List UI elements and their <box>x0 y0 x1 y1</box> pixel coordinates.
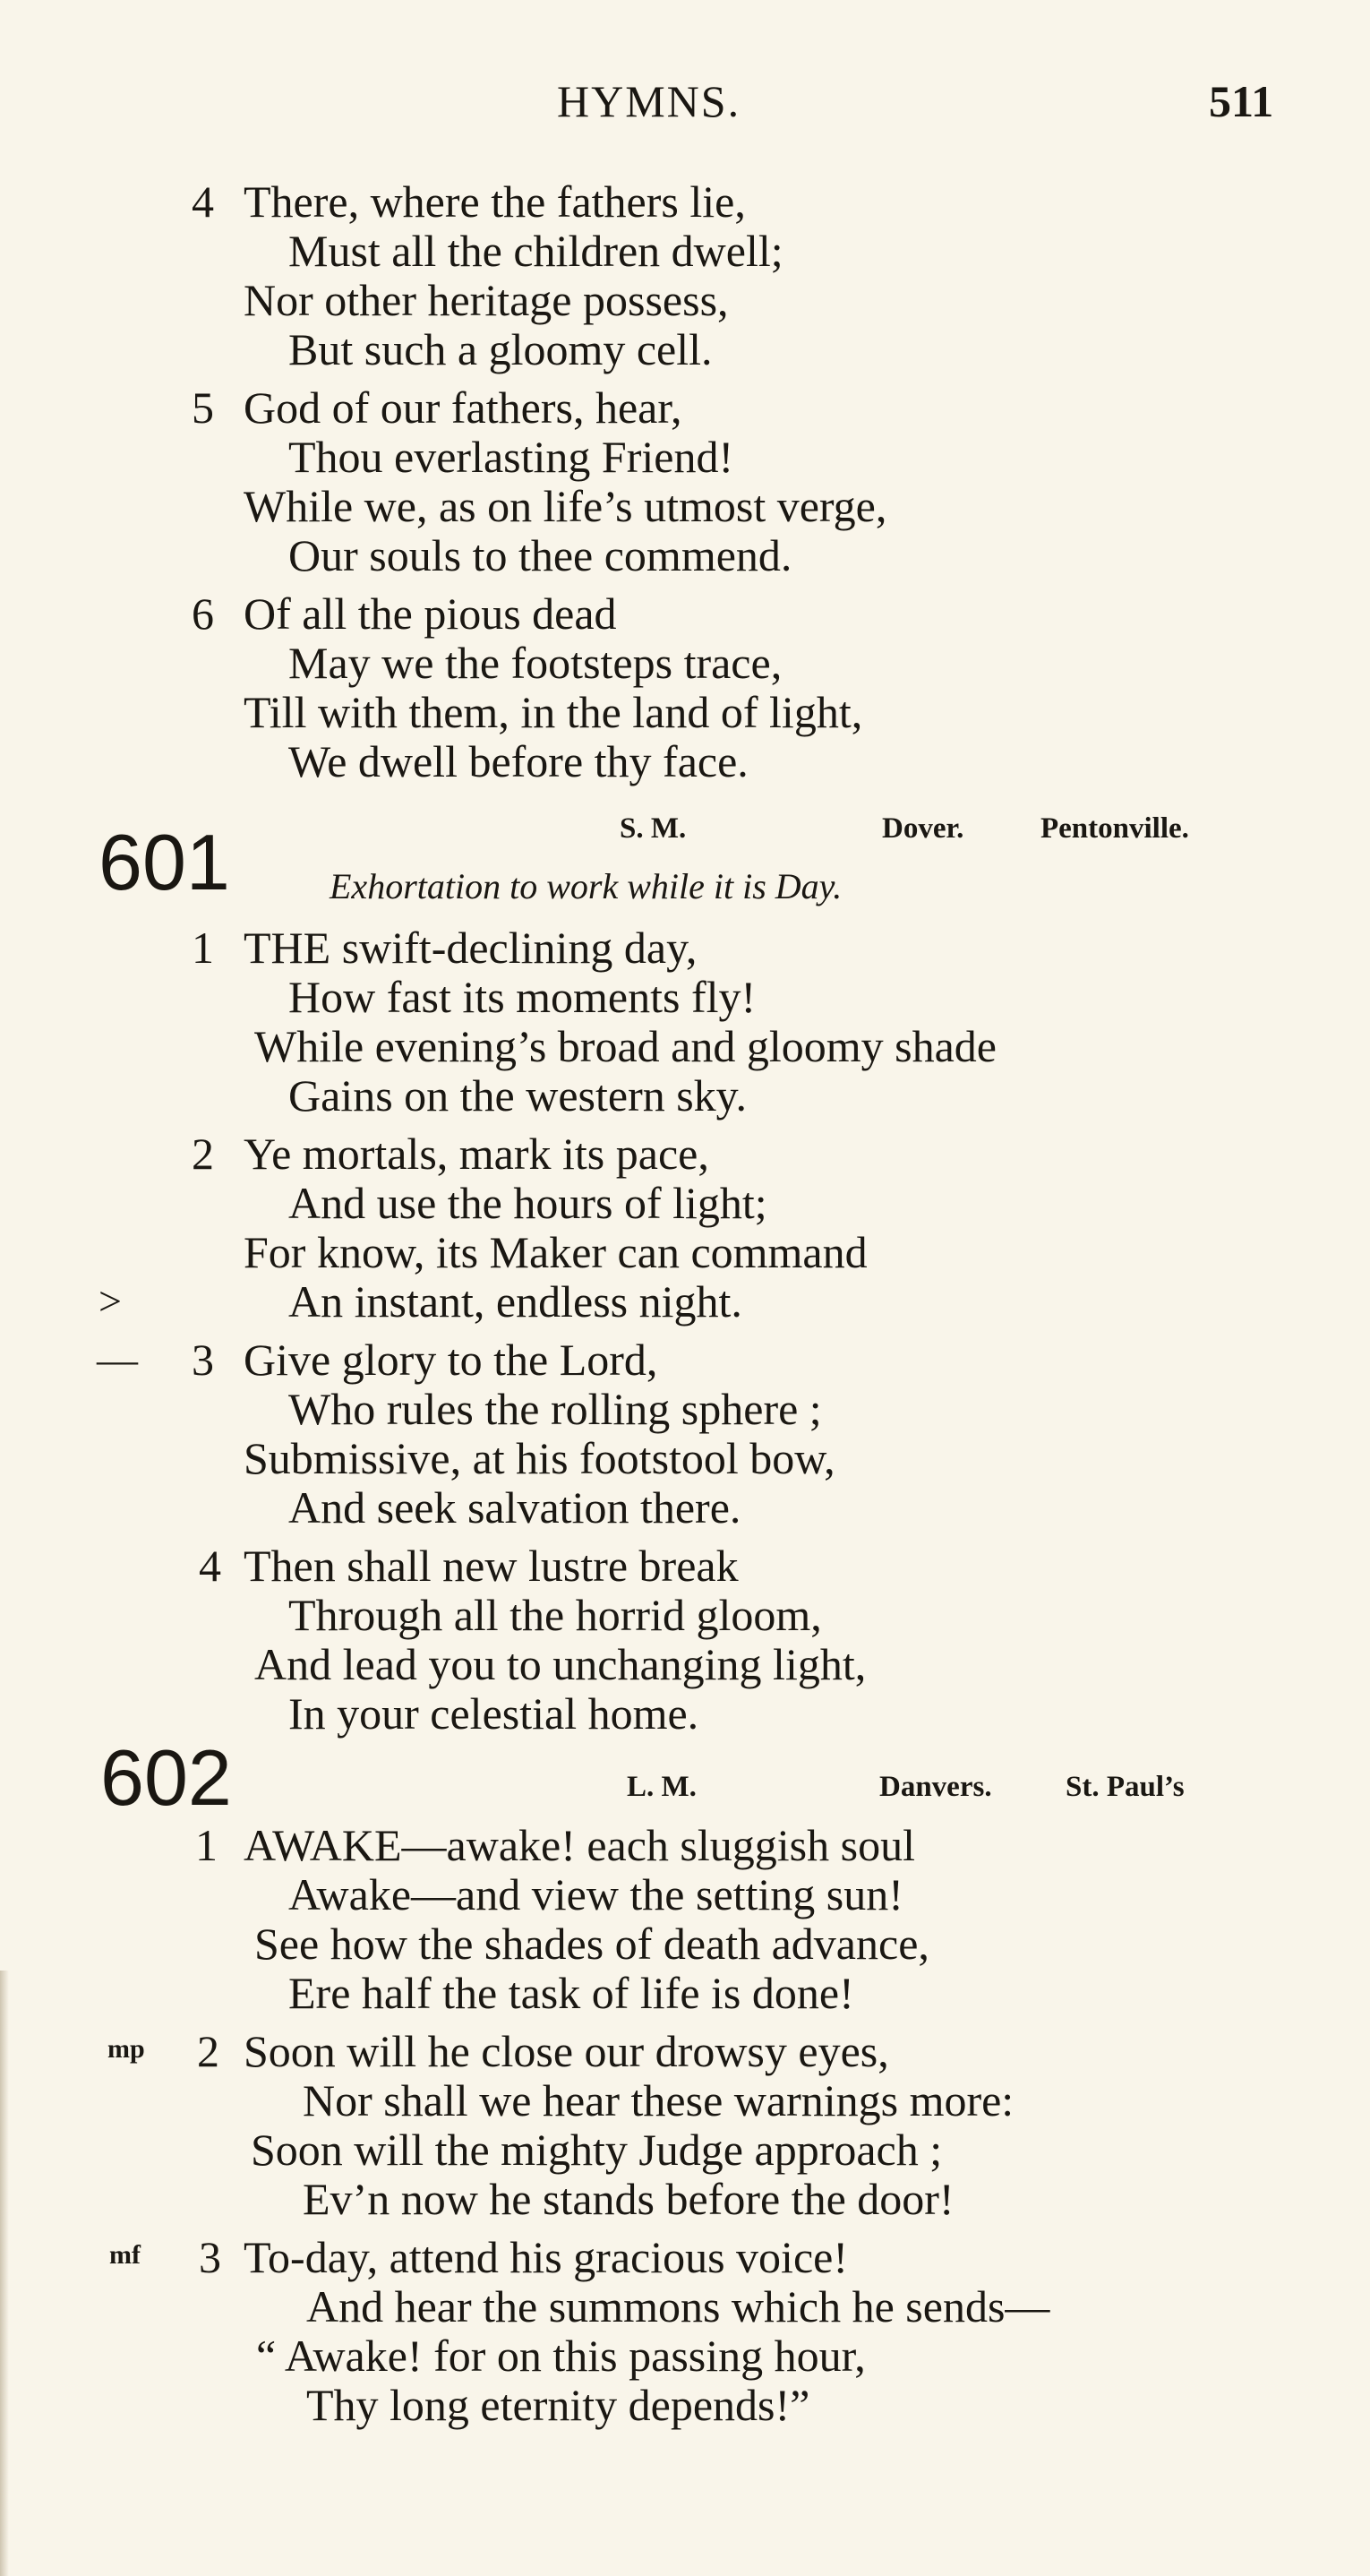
tune-name: Pentonville. <box>1040 812 1189 845</box>
verse-line: In your celestial home. <box>288 1688 699 1739</box>
verse-line: And lead you to unchanging light, <box>254 1639 867 1689</box>
verse-line: Must all the children dwell; <box>288 226 783 276</box>
expression-mark: > <box>98 1278 122 1324</box>
verse-line: AWAKE—awake! each sluggish soul <box>244 1820 915 1870</box>
verse-line: Soon will the mighty Judge approach ; <box>251 2125 943 2175</box>
verse-line: Nor other heritage possess, <box>244 275 729 325</box>
page-number: 511 <box>1209 76 1274 126</box>
verse-line: While evening’s broad and gloomy shade <box>254 1021 997 1071</box>
verse-line: For know, its Maker can command <box>244 1227 868 1277</box>
running-header-title: HYMNS. <box>557 76 741 126</box>
verse-line: May we the footsteps trace, <box>288 638 783 688</box>
verse-line: Ev’n now he stands before the door! <box>303 2174 955 2224</box>
hymn-number: 602 <box>100 1733 232 1822</box>
verse-line: Ere half the task of life is done! <box>288 1968 854 2018</box>
verse-line: And seek salvation there. <box>288 1482 741 1533</box>
verse-line: Then shall new lustre break <box>244 1541 739 1591</box>
verse-line: There, where the fathers lie, <box>244 176 746 227</box>
verse-number: 5 <box>192 382 214 433</box>
verse-line: Ye mortals, mark its pace, <box>244 1129 709 1179</box>
verse-number: 3 <box>192 1335 214 1385</box>
verse-line: Who rules the rolling sphere ; <box>288 1384 822 1434</box>
verse-line: Till with them, in the land of light, <box>244 687 863 737</box>
verse-number: 1 <box>195 1820 218 1870</box>
verse-line: And hear the summons which he sends— <box>306 2281 1050 2331</box>
verse-line: An instant, endless night. <box>288 1276 742 1327</box>
verse-line: Give glory to the Lord, <box>244 1335 658 1385</box>
verse-number: 2 <box>192 1129 214 1179</box>
verse-line: See how the shades of death advance, <box>254 1919 929 1969</box>
hymn-number: 601 <box>98 818 230 906</box>
hymn-meter: S. M. <box>620 812 687 845</box>
verse-number: 2 <box>197 2026 219 2076</box>
verse-line: “ Awake! for on this passing hour, <box>256 2331 866 2381</box>
verse-line: Submissive, at his footstool bow, <box>244 1433 835 1483</box>
tune-name: St. Paul’s <box>1066 1771 1185 1803</box>
verse-line: God of our fathers, hear, <box>244 382 682 433</box>
dynamic-marking: mf <box>109 2240 141 2270</box>
expression-mark: — <box>97 1336 138 1382</box>
verse-line: THE swift-declining day, <box>244 923 698 973</box>
dynamic-marking: mp <box>107 2034 145 2064</box>
verse-line: Nor shall we hear these warnings more: <box>303 2075 1015 2125</box>
verse-line: While we, as on life’s utmost verge, <box>244 481 887 531</box>
verse-line: To-day, attend his gracious voice! <box>244 2232 848 2282</box>
verse-line: How fast its moments fly! <box>288 972 757 1022</box>
verse-line: Thy long eternity depends!” <box>306 2380 810 2430</box>
verse-number: 4 <box>199 1541 221 1591</box>
verse-line: Through all the horrid gloom, <box>288 1590 822 1640</box>
hymn-meter: L. M. <box>627 1771 697 1803</box>
verse-line: Soon will he close our drowsy eyes, <box>244 2026 889 2076</box>
verse-line: And use the hours of light; <box>288 1178 767 1228</box>
page-edge-shadow <box>0 1971 9 2576</box>
verse-line: Thou everlasting Friend! <box>288 432 734 482</box>
verse-number: 3 <box>199 2232 221 2282</box>
hymn-subtitle: Exhortation to work while it is Day. <box>330 866 843 906</box>
verse-number: 6 <box>192 588 214 639</box>
verse-number: 1 <box>192 923 214 973</box>
tune-name: Danvers. <box>879 1771 992 1803</box>
verse-line: We dwell before thy face. <box>288 736 749 786</box>
verse-number: 4 <box>192 176 214 227</box>
verse-line: Our souls to thee commend. <box>288 530 792 580</box>
verse-line: Gains on the western sky. <box>288 1070 747 1121</box>
verse-line: Of all the pious dead <box>244 588 617 639</box>
tune-name: Dover. <box>882 812 964 845</box>
verse-line: Awake—and view the setting sun! <box>288 1869 903 1919</box>
verse-line: But such a gloomy cell. <box>288 324 713 374</box>
